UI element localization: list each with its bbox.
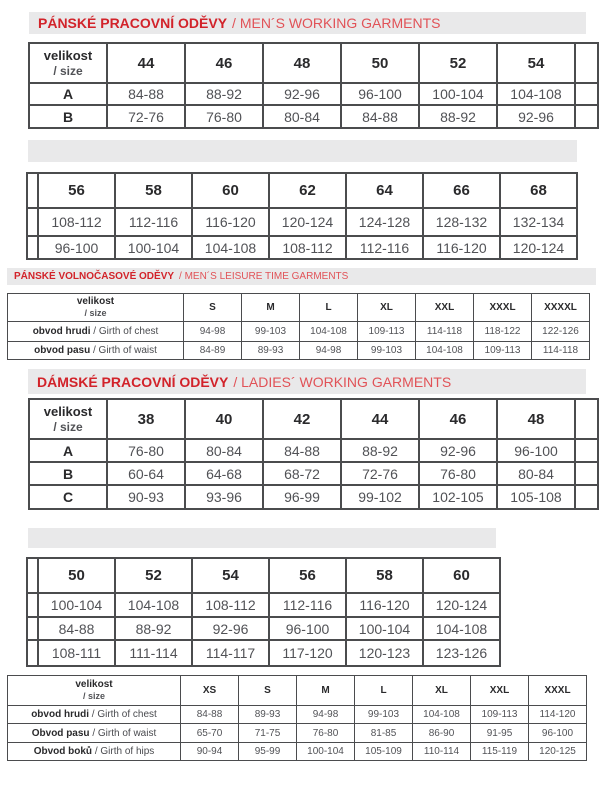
- value-cell: 94-98: [297, 706, 355, 724]
- heading-english-text: / MEN´S WORKING GARMENTS: [232, 15, 441, 31]
- heading-mens-leisure-garments: [7, 268, 596, 285]
- size-column-header: 52: [419, 43, 497, 83]
- corner-velikost-cell: [29, 399, 107, 439]
- value-cell: 100-104: [297, 743, 355, 761]
- value-cell: 96-99: [263, 485, 341, 509]
- heading-czech-text: DÁMSKÉ PRACOVNÍ ODĚVY: [37, 373, 229, 390]
- value-cell: 108-112: [192, 593, 269, 617]
- value-cell: 96-100: [497, 439, 575, 462]
- value-cell: 114-120: [529, 706, 587, 724]
- value-cell: 110-114: [413, 743, 471, 761]
- value-cell: 102-105: [419, 485, 497, 509]
- value-cell: 108-112: [38, 208, 115, 236]
- value-cell: 117-120: [269, 640, 346, 666]
- size-column-header: 46: [185, 43, 263, 83]
- row-label-cell: A: [29, 83, 107, 105]
- measurement-label-english: / Girth of chest: [91, 709, 157, 720]
- value-cell: 94-98: [184, 322, 242, 342]
- value-cell: 76-80: [107, 439, 185, 462]
- value-cell: 109-113: [471, 706, 529, 724]
- value-cell: 88-92: [185, 83, 263, 105]
- value-cell: 120-124: [423, 593, 500, 617]
- heading-czech-text: PÁNSKÉ VOLNOČASOVÉ ODĚVY: [14, 271, 175, 282]
- value-cell: 120-124: [500, 236, 577, 259]
- value-cell: 76-80: [419, 462, 497, 485]
- cutoff-cell: [27, 593, 38, 617]
- cutoff-cell: [575, 485, 598, 509]
- size-column-header: L: [300, 294, 358, 322]
- value-cell: 92-96: [263, 83, 341, 105]
- value-cell: 84-89: [184, 342, 242, 360]
- measurement-label-czech: Obvod pasu: [31, 727, 90, 739]
- size-column-header: 66: [423, 173, 500, 208]
- size-column-header: XL: [413, 676, 471, 706]
- value-cell: 114-118: [416, 322, 474, 342]
- heading-english-text: / MEN´S LEISURE TIME GARMENTS: [179, 271, 349, 282]
- corner-label-czech: velikost: [75, 678, 113, 690]
- value-cell: 84-88: [263, 439, 341, 462]
- size-column-header: 40: [185, 399, 263, 439]
- size-column-header: 56: [269, 558, 346, 593]
- value-cell: 105-109: [355, 743, 413, 761]
- size-column-header: 54: [192, 558, 269, 593]
- cutoff-cell: [575, 105, 598, 128]
- value-cell: 109-113: [358, 322, 416, 342]
- value-cell: 96-100: [269, 617, 346, 640]
- value-cell: 94-98: [300, 342, 358, 360]
- value-cell: 76-80: [297, 724, 355, 743]
- value-cell: 104-108: [497, 83, 575, 105]
- value-cell: 88-92: [419, 105, 497, 128]
- value-cell: 104-108: [413, 706, 471, 724]
- value-cell: 132-134: [500, 208, 577, 236]
- size-table-ladies-working-50-60: [26, 557, 501, 667]
- value-cell: 92-96: [419, 439, 497, 462]
- value-cell: 91-95: [471, 724, 529, 743]
- value-cell: 72-76: [107, 105, 185, 128]
- size-column-header: M: [297, 676, 355, 706]
- value-cell: 112-116: [269, 593, 346, 617]
- measurement-label-czech: Obvod boků: [33, 746, 93, 757]
- value-cell: 95-99: [239, 743, 297, 761]
- size-column-header: 58: [115, 173, 192, 208]
- value-cell: 60-64: [107, 462, 185, 485]
- value-cell: 120-124: [269, 208, 346, 236]
- corner-label-czech: velikost: [43, 403, 93, 419]
- heading-czech-text: PÁNSKÉ PRACOVNÍ ODĚVY: [38, 15, 228, 31]
- size-column-header: 50: [38, 558, 115, 593]
- value-cell: 116-120: [192, 208, 269, 236]
- value-cell: 80-84: [263, 105, 341, 128]
- value-cell: 123-126: [423, 640, 500, 666]
- heading-mens-working-garments: [29, 12, 586, 34]
- value-cell: 80-84: [497, 462, 575, 485]
- corner-velikost-cell: [29, 43, 107, 83]
- size-column-header: 68: [500, 173, 577, 208]
- value-cell: 100-104: [346, 617, 423, 640]
- measurement-label-cell: [8, 342, 184, 360]
- value-cell: 92-96: [497, 105, 575, 128]
- size-column-header: M: [242, 294, 300, 322]
- size-column-header: 60: [192, 173, 269, 208]
- measurement-label-czech: obvod hrudi: [31, 709, 89, 720]
- size-column-header: S: [184, 294, 242, 322]
- value-cell: 104-108: [115, 593, 192, 617]
- value-cell: 104-108: [416, 342, 474, 360]
- value-cell: 118-122: [474, 322, 532, 342]
- measurement-label-czech: obvod hrudi: [32, 326, 91, 337]
- value-cell: 104-108: [423, 617, 500, 640]
- corner-label-english: / size: [53, 63, 83, 78]
- measurement-label-cell: [8, 322, 184, 342]
- cutoff-cell: [575, 43, 598, 83]
- value-cell: 99-103: [358, 342, 416, 360]
- value-cell: 92-96: [192, 617, 269, 640]
- value-cell: 81-85: [355, 724, 413, 743]
- size-column-header: XXXXL: [532, 294, 590, 322]
- size-column-header: XXXL: [474, 294, 532, 322]
- size-column-header: 54: [497, 43, 575, 83]
- value-cell: 96-100: [529, 724, 587, 743]
- cutoff-cell: [575, 439, 598, 462]
- size-table-ladies-working-38-48: [28, 398, 599, 510]
- value-cell: 89-93: [239, 706, 297, 724]
- value-cell: 104-108: [192, 236, 269, 259]
- value-cell: 76-80: [185, 105, 263, 128]
- size-column-header: 52: [115, 558, 192, 593]
- row-label-cell: C: [29, 485, 107, 509]
- value-cell: 100-104: [419, 83, 497, 105]
- value-cell: 120-125: [529, 743, 587, 761]
- size-column-header: 38: [107, 399, 185, 439]
- value-cell: 100-104: [38, 593, 115, 617]
- size-column-header: 64: [346, 173, 423, 208]
- value-cell: 100-104: [115, 236, 192, 259]
- size-table-mens-working-44-54: [28, 42, 599, 129]
- corner-label-english: / size: [82, 691, 105, 702]
- spacer-bar: [28, 528, 496, 548]
- size-column-header: XXL: [416, 294, 474, 322]
- value-cell: 71-75: [239, 724, 297, 743]
- measurement-label-cell: [8, 724, 181, 743]
- cutoff-cell: [27, 617, 38, 640]
- value-cell: 122-126: [532, 322, 590, 342]
- value-cell: 96-100: [341, 83, 419, 105]
- value-cell: 99-103: [242, 322, 300, 342]
- corner-label-czech: velikost: [76, 295, 115, 307]
- value-cell: 114-118: [532, 342, 590, 360]
- value-cell: 65-70: [181, 724, 239, 743]
- measurement-label-cell: [8, 743, 181, 761]
- girth-table-ladies: [7, 675, 587, 761]
- cutoff-cell: [575, 399, 598, 439]
- corner-velikost-cell: [8, 676, 181, 706]
- value-cell: 116-120: [423, 236, 500, 259]
- value-cell: 64-68: [185, 462, 263, 485]
- corner-label-english: / size: [53, 419, 83, 434]
- size-column-header: 42: [263, 399, 341, 439]
- value-cell: 93-96: [185, 485, 263, 509]
- cutoff-cell: [575, 83, 598, 105]
- cutoff-cell: [27, 173, 38, 208]
- value-cell: 99-102: [341, 485, 419, 509]
- value-cell: 84-88: [107, 83, 185, 105]
- size-column-header: 56: [38, 173, 115, 208]
- corner-label-english: / size: [84, 308, 107, 319]
- value-cell: 90-93: [107, 485, 185, 509]
- value-cell: 86-90: [413, 724, 471, 743]
- value-cell: 96-100: [38, 236, 115, 259]
- value-cell: 84-88: [181, 706, 239, 724]
- value-cell: 88-92: [341, 439, 419, 462]
- cutoff-cell: [27, 640, 38, 666]
- spacer-bar: [28, 140, 577, 162]
- size-column-header: XS: [181, 676, 239, 706]
- size-column-header: 48: [263, 43, 341, 83]
- size-table-mens-working-56-68: [26, 172, 578, 260]
- value-cell: 88-92: [115, 617, 192, 640]
- size-column-header: 60: [423, 558, 500, 593]
- size-column-header: L: [355, 676, 413, 706]
- size-column-header: 44: [341, 399, 419, 439]
- cutoff-cell: [27, 208, 38, 236]
- value-cell: 111-114: [115, 640, 192, 666]
- corner-label-czech: velikost: [43, 47, 93, 63]
- value-cell: 105-108: [497, 485, 575, 509]
- value-cell: 124-128: [346, 208, 423, 236]
- cutoff-cell: [27, 236, 38, 259]
- heading-english-text: / LADIES´ WORKING GARMENTS: [233, 373, 452, 390]
- size-column-header: XXL: [471, 676, 529, 706]
- measurement-label-cell: [8, 706, 181, 724]
- value-cell: 104-108: [300, 322, 358, 342]
- value-cell: 112-116: [346, 236, 423, 259]
- heading-ladies-working-garments: [28, 369, 586, 394]
- value-cell: 72-76: [341, 462, 419, 485]
- corner-velikost-cell: [8, 294, 184, 322]
- size-column-header: 46: [419, 399, 497, 439]
- measurement-label-english: / Girth of hips: [94, 746, 155, 757]
- row-label-cell: B: [29, 462, 107, 485]
- value-cell: 108-111: [38, 640, 115, 666]
- value-cell: 84-88: [341, 105, 419, 128]
- value-cell: 112-116: [115, 208, 192, 236]
- measurement-label-english: / Girth of chest: [93, 326, 159, 337]
- size-column-header: 58: [346, 558, 423, 593]
- size-column-header: XXXL: [529, 676, 587, 706]
- size-column-header: 48: [497, 399, 575, 439]
- row-label-cell: A: [29, 439, 107, 462]
- value-cell: 84-88: [38, 617, 115, 640]
- measurement-label-english: / Girth of waist: [93, 345, 157, 356]
- girth-table-mens-leisure: [7, 293, 590, 360]
- value-cell: 90-94: [181, 743, 239, 761]
- value-cell: 80-84: [185, 439, 263, 462]
- value-cell: 89-93: [242, 342, 300, 360]
- value-cell: 120-123: [346, 640, 423, 666]
- size-column-header: S: [239, 676, 297, 706]
- value-cell: 108-112: [269, 236, 346, 259]
- measurement-label-english: / Girth of waist: [92, 727, 157, 739]
- measurement-label-czech: obvod pasu: [34, 345, 91, 356]
- value-cell: 114-117: [192, 640, 269, 666]
- value-cell: 68-72: [263, 462, 341, 485]
- value-cell: 116-120: [346, 593, 423, 617]
- size-column-header: 62: [269, 173, 346, 208]
- value-cell: 99-103: [355, 706, 413, 724]
- cutoff-cell: [575, 462, 598, 485]
- size-column-header: 50: [341, 43, 419, 83]
- value-cell: 115-119: [471, 743, 529, 761]
- cutoff-cell: [27, 558, 38, 593]
- row-label-cell: B: [29, 105, 107, 128]
- size-column-header: XL: [358, 294, 416, 322]
- value-cell: 128-132: [423, 208, 500, 236]
- size-column-header: 44: [107, 43, 185, 83]
- value-cell: 109-113: [474, 342, 532, 360]
